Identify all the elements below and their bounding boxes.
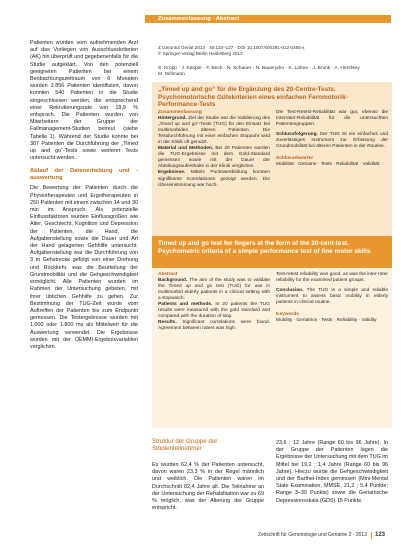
results-paragraph: 23,6 ; 12 Jahre (Range 60 bis 96 Jahre). In der Gruppe der Patienten lagen die Ergebnisse der Untersuchung mit dem TUG im Mittel bei 19,2 ; 1,4 Jahre (Range 60 bis 96 Jahre). Hierzu wurde die Gehgeschwindigkeit und der Barthel-Index gemessen (Mini-Mental State Examination, MMSE, 21,2 ; 5,4 Punkte; Range 3–30 Punkte) sowie die Geriatrische Depressionsskala (GDS) 15 Punkte.	[276, 440, 388, 504]
abstract-heading: Abstract	[158, 272, 178, 277]
section-header-title: Zusammenfassung · Abstract	[158, 16, 240, 22]
abstract-part: Material und Methoden. Bei 20 Patienten wurden die TUG-Ergebnisse mit dem Gold-Standard gemessen sowie mit der Dauer der Abteilungsaufenthalte in der Klinik verglichen.	[158, 146, 270, 170]
abstract-part: Ergebnisse. Mittels Punktwertbildung konnten signifikante Korrelationen gezeigt werden. Die Übereinstimmung war hoch.	[158, 170, 270, 188]
english-abstract-title: Timed up and go test for fingers at the form of the 20-cent-test. Psychometric criteria of a simple performance test of fine motor skills	[158, 240, 371, 255]
abstract-part: Results. Significant correlations were found. Agreement between raters was high.	[158, 320, 270, 332]
german-abstract-col2	[276, 110, 388, 168]
abstract-part: Schlussfolgerung. Der TUG ist ein einfaches und zuverlässiges Instrument zur Erfassung der Grundmobilität bei älteren Patienten in der Routine.	[276, 132, 388, 150]
study-group-paragraph: Es wurden 62,4 % der Patienten untersucht, davon waren 23,3 % in der Regel männlich und weiblich. Die Patienten waren im Durchschnitt 82,4 Jahre alt. Die Teilnahme an der Untersuchung der Rehabilitation war zu 69 % möglich, was der Alterung der Gruppe entspricht.	[152, 462, 264, 512]
citation-line: Z Gerontol Geriat 2013 · 46:123–127 · DOI 10.1007/s00391-012-0465-x	[158, 45, 305, 50]
keywords: Mobility · Geriatrics · Tests · Reliability · Validity	[276, 318, 377, 324]
keywords-heading: Schlüsselwörter	[276, 156, 314, 162]
copyright-line: © Springer-Verlag Berlin Heidelberg 2013	[158, 51, 243, 56]
section-heading-study-group: Struktur der Gruppe der Studienteilnehmer	[152, 438, 218, 453]
footer-separator	[371, 532, 372, 539]
author-list	[158, 66, 390, 78]
section-heading-data-collection: Ablauf der Datenerhebung und -auswertung	[30, 168, 138, 182]
journal-footer: Zeitschrift für Gerontologie und Geriatrie 2 · 2013	[258, 532, 367, 538]
abstract-part: Hintergrund. Ziel der Studie war die Validierung des „Timed up and go“-Tests (TUG) für den Einsatz bei multimorbiden älteren Patienten. Die Testdurchführung mit einer einfachen Stoppuhr wird in der Klinik oft genutzt.	[158, 116, 270, 146]
keywords: Mobilität · Geriatrie · Tests · Reliabilität · Validität	[276, 162, 380, 168]
abstract-part: Background. The aim of the study was to validate the Timed up and go test (TUG) for use in multimorbid elderly patients in a clinical setting with a stopwatch.	[158, 278, 270, 302]
citation-block	[158, 45, 390, 57]
abstract-part: Test-retest reliability was good, as was the inter-rater reliability for the examined patient groups.	[276, 272, 388, 284]
abstract-part: Patients and methods. In 20 patients the TUG results were measured with the gold standard and compared with the duration of stay.	[158, 302, 270, 320]
english-abstract-col1	[158, 272, 270, 332]
keywords-heading: Keywords	[276, 312, 299, 318]
data-collection-paragraph: Die Bewertung der Patienten durch die Physiotherapeuten und Ergotherapeuten in 250 Patienten mit einem zwischen 14 und 30 min im Anspruch. Als potenzielle Einflussfaktoren wurden Einflussgrößen wie Alter, Geschlecht, Kognition und Depression der Patienten, die Hand, die Aufgabenstellung sowie die Dauer und Art der Hand gelagerten Gehhilfe untersucht. Aufgabenstellung war die Durchführung von 3 m Gehstrecke gefolgt von einer Drehung und Rückkehr, was die Beurteilung der Grundmobilität und die Gehgeschwindigkeit ermöglicht. Alle Patienten wurden im Rahmen der Untersuchung gebeten, mit ihrer üblichen Gehhilfe zu gehen. Zur Bestimmung der TUG-Zeit wurde vom Auftreffen der Patienten bis zum Endpunkt gemessen. Die Testergebnisse wurden mit 1.000 oder 1.800 ms als Mittelwert für die Auswertung verwendet. Die Ergebnisse wurden mit der DEMMI-Ergebnisvariablen verglichen.	[30, 185, 138, 350]
left-text-column	[30, 40, 138, 351]
intro-paragraph: Patienten wurden vom aufnehmenden Arzt auf das Vorliegen von Ausschlusskriterien (AK) hin überprüft und gegebenenfalls für die Studie aufgeklärt. Von den potenziell geeigneten Patienten bei einem Beobachtungszeitraum von 6 Monaten wurden 2.856 Patienten identifiziert, davon konnten 540 Patienten in die Studie eingeschlossen werden, die entsprechend einer Rekrutierungsrate von 18,9 % entsprach. Die Patienten wurden von Mitarbeitern der Gruppe der Fallmanagement-Studien betreut (siehe Tabelle 1). Während der Studie konnte bei 387 Patienten die Durchführung der „Timed up and go“-Tests sowie weiterer Tests untersucht werden.	[30, 40, 138, 162]
german-abstract-title: „Timed up and go“ für die Ergänzung des 20-Centre-Tests. Psychomotorische Gütekriterien eines einfachen Fernmotorik-Performance-Tests	[158, 86, 348, 109]
authors-line: M. Willmann	[158, 72, 185, 78]
authors-line: S. Kropp · J. Kasper · F. Beck · N. Schauer · N. Bauerjahn · K. Lahne · J. Brunk · A. Hershley	[158, 66, 360, 71]
abstract-part: Conclusion. The TUG is a simple and reliable instrument to assess basic mobility in elderly patients in clinical routine.	[276, 288, 389, 306]
abstract-part: Die Test-Retest-Reliabilität war gut, ebenso die Interrater-Reliabilität für die untersuchten Patientengruppen.	[276, 110, 388, 128]
page-number: 123	[375, 532, 386, 538]
english-abstract-col2	[276, 272, 388, 324]
abstract-heading: Zusammenfassung	[158, 110, 202, 115]
german-abstract-col1	[158, 110, 270, 189]
